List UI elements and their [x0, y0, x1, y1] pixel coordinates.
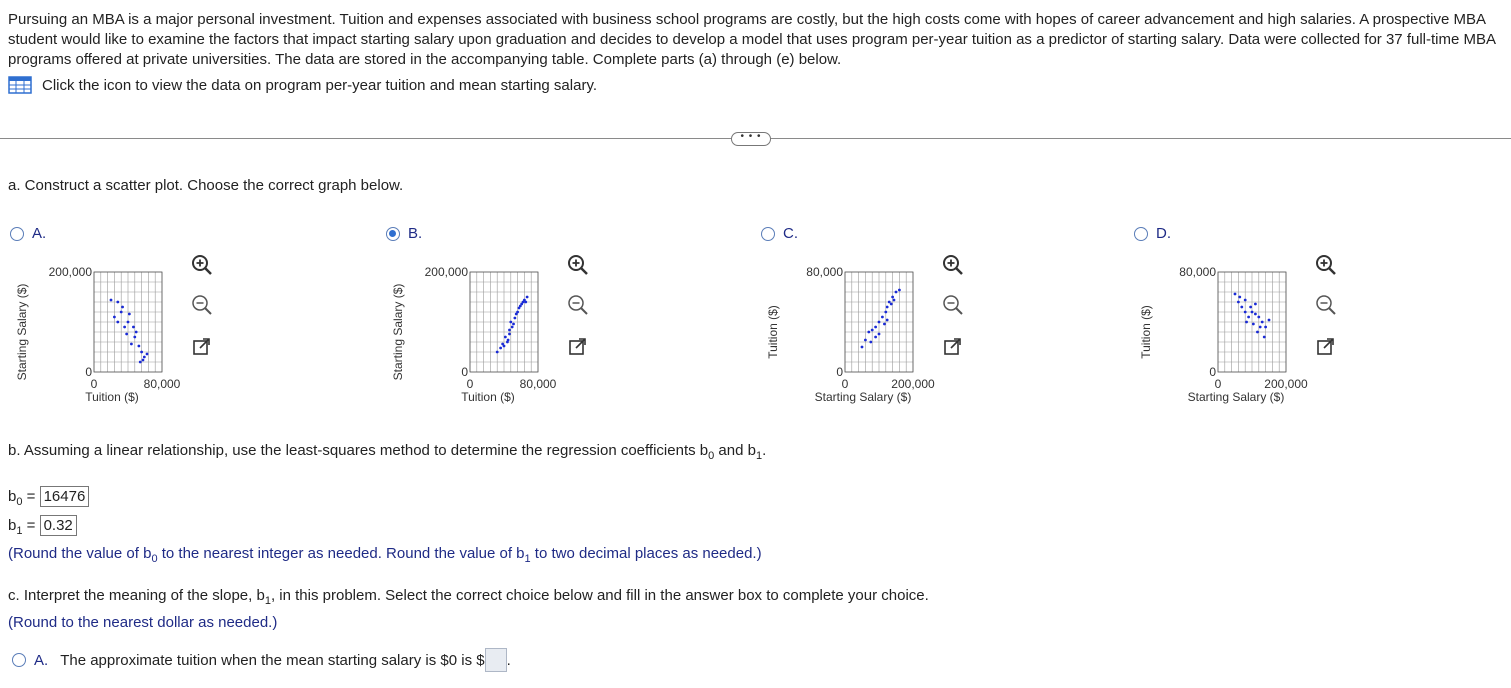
- expand-icon[interactable]: [942, 336, 964, 358]
- data-point: [861, 346, 864, 349]
- option-d-radio[interactable]: [1134, 227, 1148, 241]
- part-a-prompt: a. Construct a scatter plot. Choose the correct graph below.: [8, 177, 404, 194]
- data-point: [140, 351, 143, 354]
- data-point: [869, 341, 872, 344]
- part-c-option-a-radio[interactable]: [12, 653, 26, 667]
- y-axis-max-label: 80,000: [806, 265, 843, 279]
- data-point: [867, 331, 870, 334]
- scatter-option-a: [10, 224, 370, 414]
- data-point: [522, 301, 525, 304]
- y-axis-title: Tuition ($): [766, 305, 780, 359]
- option-letter: A.: [32, 225, 47, 242]
- x-axis-max-label: 80,000: [519, 377, 557, 391]
- zoom-in-icon[interactable]: [1315, 254, 1337, 276]
- data-point: [871, 329, 874, 332]
- y-axis-max-label: 80,000: [1179, 265, 1216, 279]
- data-point: [1252, 323, 1255, 326]
- zoom-out-icon[interactable]: [1315, 294, 1337, 316]
- data-point: [1259, 326, 1262, 329]
- data-point: [890, 303, 893, 306]
- b1-answer-box[interactable]: 0.32: [40, 515, 77, 536]
- data-point: [883, 323, 886, 326]
- data-link-text[interactable]: Click the icon to view the data on program per-year tuition and mean starting salary.: [42, 76, 597, 94]
- x-axis-title: Starting Salary ($): [1187, 390, 1285, 404]
- data-point: [874, 326, 877, 329]
- x-axis-title: Tuition ($): [85, 390, 139, 404]
- x-axis-title: Tuition ($): [461, 390, 515, 404]
- zoom-out-icon[interactable]: [942, 294, 964, 316]
- data-point: [886, 306, 889, 309]
- scatter-plot-d: [1134, 254, 1334, 444]
- problem-intro: Pursuing an MBA is a major personal investment. Tuition and expenses associated with business school programs are costly, but the high costs come with hopes of career advancement and high salaries. A prospective MBA student would like to examine the factors that impact starting salary upon graduation and decides to develop a model that uses program per-year tuition as a predictor of starting salary. Data were collected for 37 full-time MBA programs offered at private universities. The data are stored in the accompanying table. Complete parts (a) through (e) below.: [8, 11, 1496, 68]
- data-point: [1256, 331, 1259, 334]
- data-point: [1257, 316, 1260, 319]
- option-b-radio-label[interactable]: [386, 225, 422, 242]
- option-c-radio[interactable]: [761, 227, 775, 241]
- data-point: [508, 333, 511, 336]
- data-point: [1238, 296, 1241, 299]
- y-axis-title: Starting Salary ($): [391, 283, 405, 381]
- data-point: [1244, 299, 1247, 302]
- data-point: [508, 329, 511, 332]
- data-point: [132, 326, 135, 329]
- data-point: [1264, 326, 1267, 329]
- option-letter: D.: [1156, 225, 1171, 242]
- data-point: [878, 333, 881, 336]
- data-point: [509, 321, 512, 324]
- x-axis-min-label: 0: [466, 377, 474, 391]
- data-point: [1263, 336, 1266, 339]
- data-point: [116, 321, 119, 324]
- data-point: [888, 301, 891, 304]
- data-point: [499, 347, 502, 350]
- data-point: [116, 301, 119, 304]
- expand-icon[interactable]: [191, 336, 213, 358]
- part-c-rounding-note: (Round to the nearest dollar as needed.): [8, 614, 278, 631]
- zoom-in-icon[interactable]: [191, 254, 213, 276]
- part-b-prompt: b. Assuming a linear relationship, use the least-squares method to determine the regression coefficients $b_0$ and $b_1$.: [8, 442, 767, 462]
- data-point: [515, 313, 518, 316]
- data-point: [130, 343, 133, 346]
- data-point: [1247, 316, 1250, 319]
- scatter-plot-a: [10, 254, 210, 444]
- data-point: [898, 289, 901, 292]
- data-point: [513, 317, 516, 320]
- data-point: [524, 301, 527, 304]
- option-b-radio[interactable]: [386, 227, 400, 241]
- x-axis-min-label: 0: [841, 377, 849, 391]
- data-point: [133, 336, 136, 339]
- b1-row: $b_1 = 0.32$: [8, 515, 77, 536]
- expand-icon[interactable]: [567, 336, 589, 358]
- data-point: [139, 361, 142, 364]
- option-letter: C.: [783, 225, 798, 242]
- x-axis-title: Starting Salary ($): [814, 390, 912, 404]
- data-point: [1249, 306, 1252, 309]
- option-c-radio-label[interactable]: [761, 225, 798, 242]
- data-point: [1237, 301, 1240, 304]
- y-axis-min-label: 0: [461, 365, 468, 379]
- data-point: [881, 316, 884, 319]
- y-axis-min-label: 0: [836, 365, 843, 379]
- data-point: [507, 339, 510, 342]
- data-point: [127, 321, 130, 324]
- data-point: [142, 359, 145, 362]
- part-c-answer-box[interactable]: [485, 648, 507, 672]
- data-point: [123, 326, 126, 329]
- data-point: [504, 336, 507, 339]
- data-point: [512, 323, 515, 326]
- data-point: [519, 305, 522, 308]
- data-point: [895, 291, 898, 294]
- data-point: [113, 316, 116, 319]
- y-axis-title: Starting Salary ($): [15, 283, 29, 381]
- x-axis-max-label: 200,000: [1264, 377, 1308, 391]
- y-axis-max-label: 200,000: [48, 265, 92, 279]
- data-point: [120, 311, 123, 314]
- option-a-radio[interactable]: [10, 227, 24, 241]
- data-point: [1251, 311, 1254, 314]
- x-axis-min-label: 0: [90, 377, 98, 391]
- b0-row: $b_0 = 16476$: [8, 486, 89, 507]
- data-point: [110, 299, 113, 302]
- scatter-plot-c: [761, 254, 961, 444]
- data-point: [125, 333, 128, 336]
- data-point: [511, 326, 514, 329]
- zoom-in-icon[interactable]: [942, 254, 964, 276]
- data-point: [1254, 303, 1257, 306]
- data-point: [1240, 306, 1243, 309]
- data-point: [135, 331, 138, 334]
- y-axis-max-label: 200,000: [424, 265, 468, 279]
- data-point: [1245, 321, 1248, 324]
- y-axis-title: Tuition ($): [1139, 305, 1153, 359]
- y-axis-min-label: 0: [85, 365, 92, 379]
- data-point: [526, 296, 529, 299]
- part-c-prompt: c. Interpret the meaning of the slope, $b_1$, in this problem. Select the correct choice below and fill in the answer box to complete your choice.: [8, 587, 929, 607]
- data-point: [1244, 311, 1247, 314]
- data-point: [496, 351, 499, 354]
- data-point: [886, 319, 889, 322]
- data-point: [864, 339, 867, 342]
- option-a-radio-label[interactable]: [10, 225, 46, 242]
- zoom-out-icon[interactable]: [567, 294, 589, 316]
- data-point: [146, 353, 149, 356]
- y-axis-min-label: 0: [1209, 365, 1216, 379]
- part-b-rounding-note: (Round the value of $b_0$ to the nearest integer as needed. Round the value of $b_1$ to two decimal places as needed.): [8, 545, 762, 565]
- zoom-out-icon[interactable]: [191, 294, 213, 316]
- scatter-option-c: [761, 224, 1121, 414]
- zoom-in-icon[interactable]: [567, 254, 589, 276]
- data-point: [1254, 313, 1257, 316]
- option-d-radio-label[interactable]: [1134, 225, 1171, 242]
- data-point: [874, 336, 877, 339]
- data-point: [891, 296, 894, 299]
- b0-answer-box[interactable]: 16476: [40, 486, 90, 507]
- data-point: [121, 306, 124, 309]
- data-point: [884, 311, 887, 314]
- data-point: [143, 356, 146, 359]
- x-axis-max-label: 80,000: [143, 377, 181, 391]
- data-point: [137, 345, 140, 348]
- table-icon[interactable]: [8, 76, 32, 94]
- data-point: [878, 321, 881, 324]
- data-point: [1268, 319, 1271, 322]
- expand-icon[interactable]: [1315, 336, 1337, 358]
- data-point: [1261, 321, 1264, 324]
- more-button[interactable]: • • •: [731, 132, 771, 146]
- x-axis-min-label: 0: [1214, 377, 1222, 391]
- data-point: [128, 313, 131, 316]
- scatter-plot-b: [386, 254, 586, 444]
- scatter-option-d: [1134, 224, 1494, 414]
- scatter-option-b: [386, 224, 746, 414]
- data-point: [501, 343, 504, 346]
- x-axis-max-label: 200,000: [891, 377, 935, 391]
- part-c-option-a[interactable]: A. The approximate tuition when the mean starting salary is $0 is $ .: [12, 648, 511, 672]
- data-point: [1234, 293, 1237, 296]
- option-letter: B.: [408, 225, 423, 242]
- data-table-link[interactable]: [8, 76, 597, 94]
- data-point: [893, 299, 896, 302]
